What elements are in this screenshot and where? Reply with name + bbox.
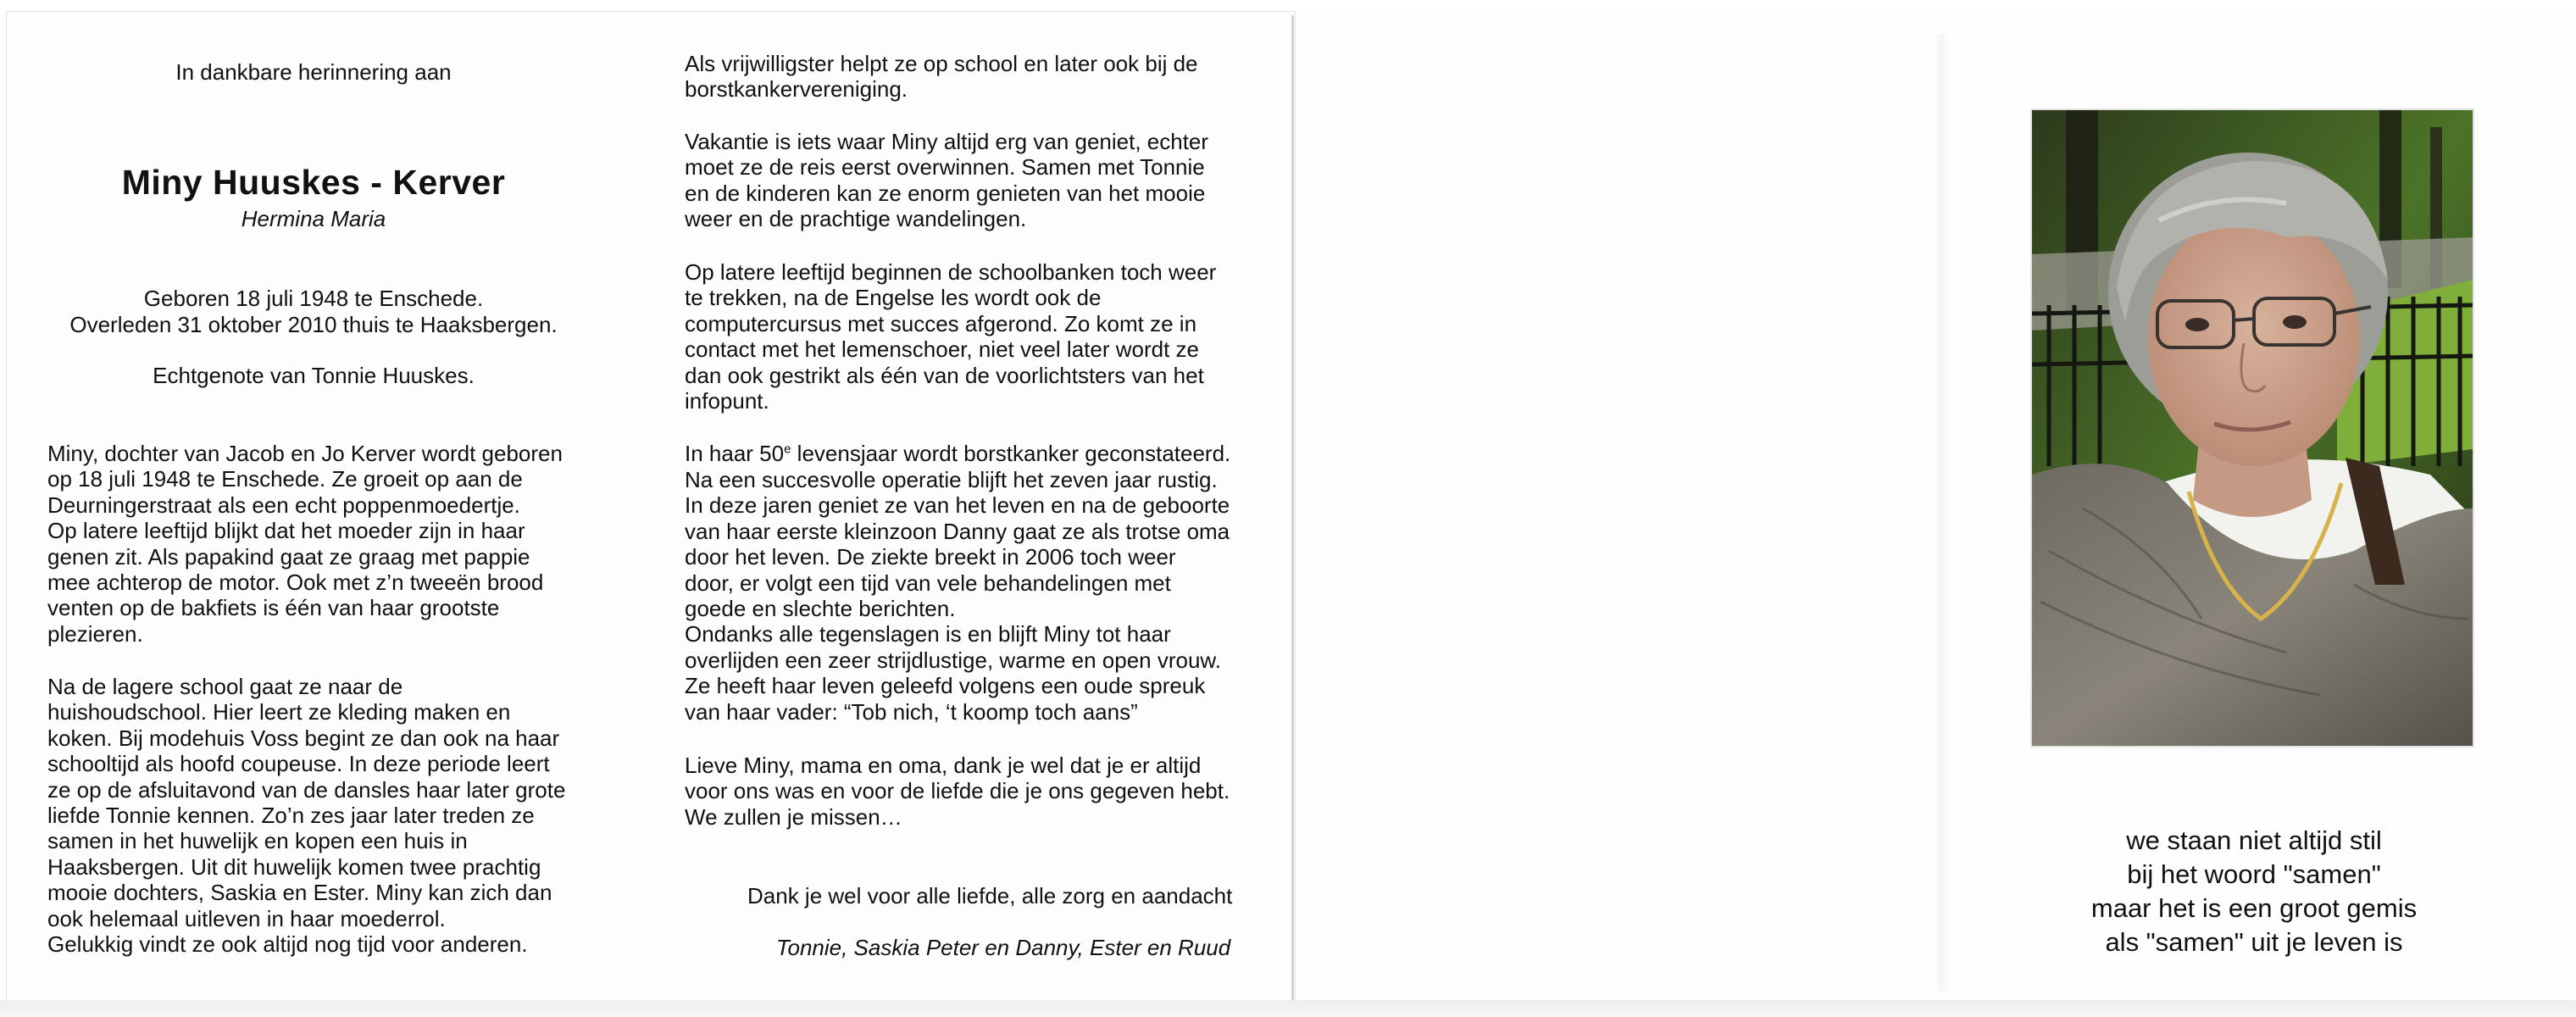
- text-line: mee achterop de motor. Ook met z’n tweeën brood: [47, 570, 544, 595]
- text-line: voor ons was en voor de liefde die je ons gegeven hebt.: [685, 778, 1230, 804]
- illness-first-line: In haar 50e levensjaar wordt borstkanker geconstateerd.: [685, 441, 1231, 466]
- text-line: Gelukkig vindt ze ook altijd nog tijd voor anderen.: [47, 931, 528, 957]
- text-line: Ondanks alle tegenslagen is en blijft Miny tot haar: [685, 621, 1171, 647]
- text-line: van haar eerste kleinzoon Danny gaat ze als trotse oma: [685, 518, 1230, 544]
- text-line: venten op de bakfiets is één van haar grootste: [47, 595, 500, 621]
- poem-line-3: maar het is een groot gemis: [2090, 893, 2418, 923]
- text-line: te trekken, na de Engelse les wordt ook de: [685, 285, 1102, 311]
- text-line: Ze heeft haar leven geleefd volgens een oude spreuk: [685, 673, 1206, 699]
- text-line: schooltijd als hoofd coupeuse. In deze periode leert: [47, 751, 550, 777]
- left-page: [34, 0, 627, 1000]
- text-line: Na een succesvolle operatie blijft het zeven jaar rustig.: [685, 467, 1218, 492]
- text-line: weer en de prachtige wandelingen.: [685, 206, 1027, 232]
- text-line: Als vrijwilligster helpt ze op school en later ook bij de: [685, 51, 1198, 76]
- death-line: Overleden 31 oktober 2010 thuis te Haaksbergen.: [69, 312, 558, 337]
- poem-line-1: we staan niet altijd stil: [2126, 825, 2382, 855]
- text-line: borstkankervereniging.: [685, 76, 908, 103]
- text-line: liefde Tonnie kennen. Zo’n zes jaar later treden ze: [47, 803, 535, 828]
- text-line: van haar vader: “Tob nich, ‘t koomp toch aans”: [685, 698, 1138, 725]
- text-line: Deurningerstraat als een echt poppenmoedertje.: [47, 492, 520, 518]
- text-line: Lieve Miny, mama en oma, dank je wel dat je er altijd: [685, 753, 1202, 778]
- text-line: huishoudschool. Hier leert ze kleding maken en: [47, 699, 511, 725]
- spouse-line: Echtgenote van Tonnie Huuskes.: [153, 363, 475, 388]
- portrait-photo: [2032, 110, 2473, 746]
- text-line: en de kinderen kan ze enorm genieten van het mooie: [685, 180, 1206, 206]
- poem-line-2: bij het woord "samen": [2127, 859, 2381, 889]
- text-line: Na de lagere school gaat ze naar de: [47, 674, 403, 699]
- text-line: ze op de afsluitavond van de dansles haar later grote: [47, 776, 566, 803]
- text-line: computercursus met succes afgerond. Zo komt ze in: [685, 310, 1197, 336]
- scan-shadow: [0, 1000, 2576, 1017]
- text-line: mooie dochters, Saskia en Ester. Miny kan zich dan: [47, 880, 552, 906]
- text-line: contact met het lemenschoer, niet veel later wordt ze: [685, 336, 1199, 363]
- text-line: Haaksbergen. Uit dit huwelijk komen twee prachtig: [47, 853, 541, 880]
- text-line: In deze jaren geniet ze van het leven en na de geboorte: [685, 492, 1230, 519]
- text-line: op 18 juli 1948 te Enschede. Ze groeit op aan de: [47, 466, 523, 492]
- text-line: Op latere leeftijd blijkt dat het moeder zijn in haar: [47, 518, 525, 544]
- text-line: koken. Bij modehuis Voss begint ze dan ook na haar: [47, 725, 560, 751]
- text-line: Op latere leeftijd beginnen de schoolbanken toch weer: [685, 259, 1217, 285]
- portrait-image: [2032, 110, 2473, 746]
- text-line: door het leven. De ziekte breekt in 2006 toch weer: [685, 544, 1176, 570]
- text-line: We zullen je missen…: [685, 803, 902, 830]
- middle-page: [685, 0, 1278, 1000]
- fold-crease: [1934, 34, 1949, 992]
- sheet-edge: [1291, 15, 1294, 1003]
- text-line: Miny, dochter van Jacob en Jo Kerver wordt geboren: [47, 441, 563, 466]
- given-name: Hermina Maria: [241, 206, 386, 231]
- deceased-name: Miny Huuskes - Kerver: [121, 163, 506, 202]
- text-line: plezieren.: [47, 620, 143, 647]
- text-line: overlijden een zeer strijdlustige, warme en open vrouw.: [685, 647, 1222, 673]
- family-signature: Tonnie, Saskia Peter en Danny, Ester en Ruud: [776, 935, 1231, 960]
- poem-line-4: als "samen" uit je leven is: [2105, 927, 2403, 957]
- text-line: Vakantie is iets waar Miny altijd erg van geniet, echter: [685, 129, 1209, 154]
- text-line: dan ook gestrikt als één van de voorlichtsters van het: [685, 362, 1204, 388]
- text-line: goede en slechte berichten.: [685, 596, 956, 621]
- text-line: moet ze de reis eerst overwinnen. Samen met Tonnie: [685, 154, 1205, 181]
- text-line: genen zit. Als papakind gaat ze graag met pappie: [47, 543, 530, 570]
- text-line: door, er volgt een tijd van vele behandelingen met: [685, 570, 1171, 596]
- intro-text: In dankbare herinnering aan: [175, 59, 452, 85]
- thanks-line: Dank je wel voor alle liefde, alle zorg en aandacht: [747, 883, 1233, 909]
- text-line: infopunt.: [685, 388, 769, 414]
- text-line: samen in het huwelijk en kopen een huis in: [47, 828, 468, 854]
- text-line: ook helemaal uitleven in haar moederrol.: [47, 905, 446, 931]
- birth-line: Geboren 18 juli 1948 te Enschede.: [143, 286, 484, 311]
